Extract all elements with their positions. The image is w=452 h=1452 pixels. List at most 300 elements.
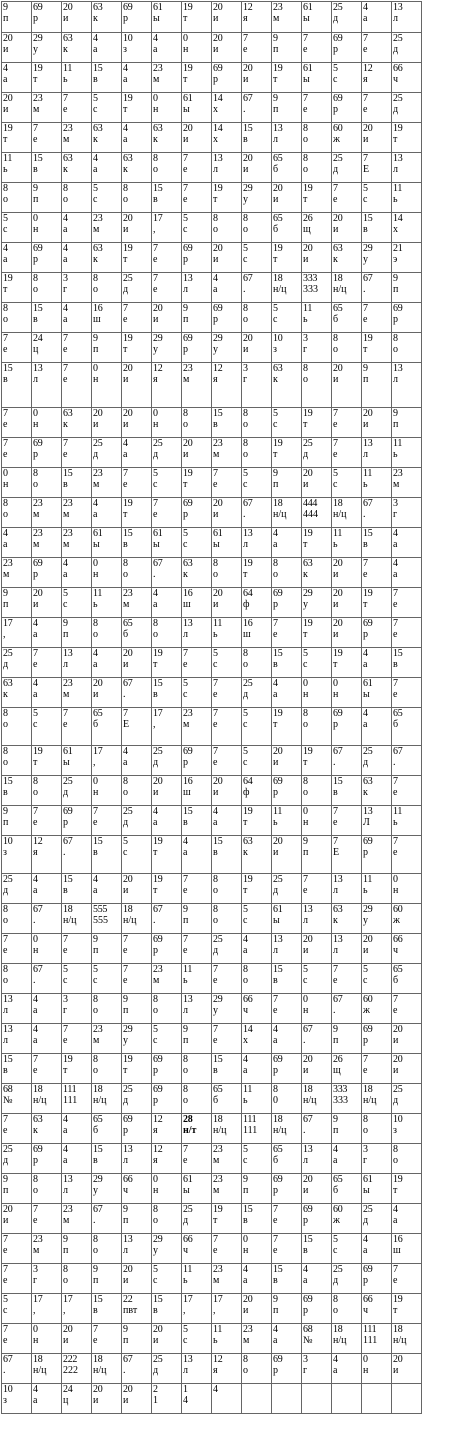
cell-letter: р — [183, 757, 188, 768]
cell-letter: е — [183, 885, 188, 896]
cell-number: 8 — [243, 438, 248, 449]
cell-letter: а — [123, 449, 128, 460]
table-cell — [332, 874, 362, 904]
cell-number: 69 — [213, 63, 223, 74]
cell-letter: у — [33, 44, 38, 55]
cell-number: 13 — [393, 153, 403, 164]
cell-number: 25 — [333, 153, 343, 164]
cell-number: 61 — [273, 904, 283, 915]
cell-number: 13 — [273, 123, 283, 134]
table-cell — [242, 363, 272, 408]
cell-letter: м — [3, 569, 10, 580]
cell-letter: о — [63, 194, 68, 205]
table-cell — [92, 273, 122, 303]
cell-number: 19 — [303, 618, 313, 629]
cell-number: 0 — [183, 33, 188, 44]
cell-letter: а — [393, 539, 398, 550]
cell-number: 11 — [363, 468, 373, 479]
cell-letter: г — [243, 374, 248, 385]
table-cell — [362, 363, 392, 408]
cell-letter: а — [363, 1245, 368, 1256]
table-cell — [392, 468, 422, 498]
cell-letter: 111 — [363, 1335, 378, 1346]
cell-number: 8 — [123, 776, 128, 787]
cell-number: 19 — [273, 243, 283, 254]
cell-letter: № — [3, 1095, 13, 1106]
table-cell — [62, 438, 92, 468]
cell-number: 5 — [243, 708, 248, 719]
table-cell — [92, 33, 122, 63]
cell-letter: в — [153, 194, 158, 205]
table-cell — [32, 2, 62, 33]
cell-number: 23 — [393, 468, 403, 479]
table-cell — [302, 93, 332, 123]
table-cell — [152, 708, 182, 746]
table-cell — [332, 1354, 362, 1384]
cell-number: 8 — [333, 1294, 338, 1305]
table-cell — [2, 183, 32, 213]
cell-number: 20 — [213, 243, 223, 254]
table-cell — [152, 994, 182, 1024]
cell-number: 5 — [363, 183, 368, 194]
table-cell — [332, 33, 362, 63]
table-cell — [2, 408, 32, 438]
table-cell — [392, 213, 422, 243]
cell-number: 3 — [33, 1264, 38, 1275]
cell-letter: и — [183, 449, 189, 460]
cell-letter: с — [333, 74, 338, 85]
cell-letter: р — [273, 1065, 278, 1076]
cell-letter: ь — [3, 164, 8, 175]
cell-number: 9 — [123, 1204, 128, 1215]
cell-letter: ь — [393, 194, 398, 205]
cell-number: 20 — [93, 408, 103, 419]
cell-number: 17 — [213, 1294, 223, 1305]
cell-number: 15 — [273, 648, 283, 659]
table-cell — [302, 934, 332, 964]
table-cell — [302, 438, 332, 468]
table-row — [2, 964, 422, 994]
table-cell — [272, 528, 302, 558]
table-cell — [182, 1264, 212, 1294]
cell-letter: а — [3, 254, 8, 265]
cell-letter: с — [243, 1155, 248, 1166]
table-cell — [212, 994, 242, 1024]
cell-letter: с — [153, 479, 158, 490]
cell-number: 20 — [3, 93, 13, 104]
cell-letter: и — [333, 599, 339, 610]
cell-number: 8 — [153, 994, 158, 1005]
cell-letter: , — [63, 1305, 66, 1316]
table-cell — [92, 836, 122, 874]
table-cell — [272, 123, 302, 153]
table-cell — [302, 1204, 332, 1234]
cell-letter: и — [393, 1365, 399, 1376]
cell-letter: о — [33, 284, 38, 295]
table-cell — [32, 964, 62, 994]
cell-letter: ь — [363, 885, 368, 896]
cell-letter: л — [213, 164, 218, 175]
table-cell — [32, 1144, 62, 1174]
table-cell — [62, 1144, 92, 1174]
cell-letter: о — [303, 374, 308, 385]
cell-number: 13 — [393, 363, 403, 374]
table-cell — [392, 333, 422, 363]
cell-letter: г — [393, 509, 398, 520]
table-cell — [212, 33, 242, 63]
cell-letter: е — [123, 945, 128, 956]
table-cell — [392, 1174, 422, 1204]
table-cell — [272, 408, 302, 438]
cell-number: 23 — [243, 1324, 253, 1335]
cell-letter: л — [33, 374, 38, 385]
table-cell — [32, 934, 62, 964]
table-cell — [392, 498, 422, 528]
cell-number: 11 — [333, 528, 343, 539]
table-cell — [182, 836, 212, 874]
table-cell — [362, 708, 392, 746]
cell-number: 4 — [243, 1054, 248, 1065]
table-cell — [212, 153, 242, 183]
cell-letter: м — [183, 374, 190, 385]
cell-number: 5 — [273, 303, 278, 314]
table-cell — [272, 836, 302, 874]
cell-letter: а — [363, 719, 368, 730]
cell-number: 13 — [243, 528, 253, 539]
cell-number: 9 — [33, 183, 38, 194]
cell-letter: о — [273, 569, 278, 580]
table-row — [2, 1354, 422, 1384]
table-cell — [122, 1294, 152, 1324]
table-cell — [302, 498, 332, 528]
table-cell — [332, 1294, 362, 1324]
cell-letter: р — [123, 13, 128, 24]
table-cell — [332, 588, 362, 618]
cell-letter: д — [3, 885, 9, 896]
table-cell — [362, 836, 392, 874]
cell-number: 7 — [123, 964, 128, 975]
cell-letter: в — [3, 787, 8, 798]
cell-number: 23 — [33, 498, 43, 509]
table-cell — [392, 123, 422, 153]
table-cell — [62, 1174, 92, 1204]
cell-letter: д — [333, 164, 339, 175]
cell-letter: н/ц — [273, 509, 287, 520]
cell-letter: п — [93, 945, 99, 956]
table-row — [2, 1234, 422, 1264]
table-cell — [332, 303, 362, 333]
cell-number: 25 — [273, 874, 283, 885]
cell-number: 20 — [243, 1294, 253, 1305]
cell-letter: 333 — [333, 1095, 348, 1106]
cell-number: 69 — [153, 1054, 163, 1065]
table-cell — [332, 1204, 362, 1234]
cell-letter: д — [153, 449, 159, 460]
cell-number: 9 — [3, 806, 8, 817]
table-cell — [212, 333, 242, 363]
cell-letter: 555 — [93, 915, 108, 926]
table-cell — [392, 648, 422, 678]
cell-number: 8 — [303, 708, 308, 719]
cell-letter: п — [123, 1005, 129, 1016]
cell-number: 11 — [393, 183, 403, 194]
cell-letter: я — [153, 1155, 158, 1166]
table-cell — [152, 498, 182, 528]
cell-number: 5 — [153, 468, 158, 479]
table-cell — [62, 2, 92, 33]
cell-letter: п — [183, 1035, 189, 1046]
cell-letter: ф — [243, 787, 250, 798]
cell-number: 8 — [363, 1114, 368, 1125]
cell-letter: а — [33, 1005, 38, 1016]
cell-letter: с — [93, 104, 98, 115]
cell-number: 68 — [3, 1084, 13, 1095]
cell-number: 8 — [273, 558, 278, 569]
cell-letter: ы — [183, 104, 190, 115]
cell-letter: е — [3, 1245, 8, 1256]
table-cell — [152, 874, 182, 904]
table-cell — [152, 2, 182, 33]
table-row — [2, 498, 422, 528]
table-row — [2, 934, 422, 964]
cell-letter: н/ц — [93, 1365, 107, 1376]
cell-letter: т — [183, 13, 188, 24]
cell-letter: и — [153, 1335, 159, 1346]
table-cell — [242, 33, 272, 63]
cell-number: 5 — [63, 964, 68, 975]
cell-letter: в — [213, 847, 218, 858]
cell-number: 19 — [123, 498, 133, 509]
cell-letter: п — [363, 374, 369, 385]
table-row — [2, 1114, 422, 1144]
cell-letter: , — [153, 719, 156, 730]
cell-letter: в — [153, 1305, 158, 1316]
table-cell — [302, 1054, 332, 1084]
cell-number: 69 — [153, 934, 163, 945]
table-cell — [332, 806, 362, 836]
cell-letter: е — [63, 344, 68, 355]
cell-letter: ш — [393, 1245, 401, 1256]
cell-number: 66 — [393, 63, 403, 74]
cell-number: 19 — [303, 408, 313, 419]
cell-number: 8 — [393, 1144, 398, 1155]
cell-number: 19 — [303, 746, 313, 757]
cell-letter: к — [63, 419, 68, 430]
cell-number: 7 — [333, 806, 338, 817]
cell-letter: е — [213, 719, 218, 730]
cell-number: 25 — [363, 746, 373, 757]
cell-letter: л — [183, 284, 188, 295]
table-cell — [92, 648, 122, 678]
cell-letter: л — [3, 1035, 8, 1046]
table-cell — [2, 934, 32, 964]
table-cell — [242, 1384, 272, 1414]
table-cell — [122, 934, 152, 964]
cell-letter: . — [243, 104, 246, 115]
cell-letter: л — [393, 164, 398, 175]
cell-number: 60 — [393, 904, 403, 915]
table-cell — [362, 1114, 392, 1144]
cell-number: 18 — [273, 1114, 283, 1125]
table-cell — [62, 33, 92, 63]
cell-number: 29 — [33, 33, 43, 44]
cell-letter: е — [393, 629, 398, 640]
cell-number: 8 — [33, 1174, 38, 1185]
table-cell — [2, 498, 32, 528]
cell-number: 9 — [93, 934, 98, 945]
cell-number: 7 — [213, 1024, 218, 1035]
table-cell — [272, 63, 302, 93]
cell-letter: м — [153, 74, 160, 85]
table-cell — [362, 213, 392, 243]
cell-number: 20 — [153, 776, 163, 787]
cell-number: 61 — [183, 93, 193, 104]
cell-number: 16 — [393, 1234, 403, 1245]
cell-letter: к — [123, 164, 128, 175]
table-cell — [152, 153, 182, 183]
table-cell — [332, 243, 362, 273]
cell-letter: п — [333, 1035, 339, 1046]
table-cell — [92, 874, 122, 904]
cell-letter: с — [153, 1275, 158, 1286]
table-cell — [242, 1234, 272, 1264]
cell-number: 29 — [153, 333, 163, 344]
cell-number: 9 — [273, 1294, 278, 1305]
cell-letter: м — [63, 134, 70, 145]
cell-letter: п — [183, 915, 189, 926]
cell-letter: ь — [243, 1095, 248, 1106]
cell-number: 4 — [393, 558, 398, 569]
cell-number: 19 — [393, 1174, 403, 1185]
cell-number: 61 — [303, 2, 313, 13]
table-cell — [362, 1054, 392, 1084]
cell-number: 5 — [183, 678, 188, 689]
table-cell — [242, 243, 272, 273]
cell-number: 15 — [243, 1204, 253, 1215]
cell-letter: о — [393, 1155, 398, 1166]
cell-letter: и — [123, 659, 129, 670]
cell-letter: е — [213, 1035, 218, 1046]
table-cell — [92, 1114, 122, 1144]
cell-letter: н — [33, 419, 39, 430]
cell-letter: р — [393, 314, 398, 325]
table-cell — [302, 363, 332, 408]
table-cell — [152, 468, 182, 498]
table-cell — [122, 468, 152, 498]
cell-number: 65 — [393, 708, 403, 719]
table-cell — [392, 438, 422, 468]
cell-letter: г — [63, 1005, 68, 1016]
table-cell — [242, 1354, 272, 1384]
cell-number: 7 — [123, 303, 128, 314]
cell-letter: и — [123, 419, 129, 430]
table-cell — [92, 776, 122, 806]
table-cell — [182, 994, 212, 1024]
cell-letter: е — [153, 284, 158, 295]
table-cell — [362, 123, 392, 153]
table-cell — [332, 558, 362, 588]
cell-letter: е — [153, 509, 158, 520]
cell-letter: и — [63, 1335, 69, 1346]
table-cell — [362, 1234, 392, 1264]
cell-letter: и — [3, 44, 9, 55]
cell-number: 9 — [393, 408, 398, 419]
cell-letter: р — [33, 449, 38, 460]
table-cell — [212, 303, 242, 333]
table-cell — [122, 123, 152, 153]
cell-number: 4 — [273, 1324, 278, 1335]
cell-number: 66 — [183, 1234, 193, 1245]
cell-number: 7 — [363, 153, 368, 164]
table-cell — [242, 183, 272, 213]
cell-letter: е — [213, 1245, 218, 1256]
cell-number: 67 — [243, 498, 253, 509]
table-cell — [32, 63, 62, 93]
cell-number: 23 — [213, 1174, 223, 1185]
table-cell — [362, 273, 392, 303]
cell-number: 13 — [273, 934, 283, 945]
cell-number: 4 — [273, 678, 278, 689]
table-cell — [122, 964, 152, 994]
cell-number: 13 — [333, 934, 343, 945]
cell-letter: а — [183, 847, 188, 858]
cell-letter: и — [273, 847, 279, 858]
cell-number: 67 — [33, 964, 43, 975]
table-cell — [242, 1204, 272, 1234]
cell-letter: в — [63, 885, 68, 896]
table-cell — [242, 1174, 272, 1204]
cell-number: 23 — [213, 1144, 223, 1155]
table-cell — [362, 1384, 392, 1414]
table-cell — [62, 994, 92, 1024]
cell-letter: б — [93, 719, 99, 730]
cell-number: 4 — [63, 303, 68, 314]
cell-number: 13 — [63, 1174, 73, 1185]
cell-number: 5 — [93, 93, 98, 104]
cell-number: 9 — [333, 1024, 338, 1035]
table-cell — [302, 1294, 332, 1324]
cell-number: 7 — [393, 618, 398, 629]
cell-number: 18 — [93, 1084, 103, 1095]
table-cell — [392, 1084, 422, 1114]
table-cell — [2, 874, 32, 904]
cell-number: 19 — [393, 123, 403, 134]
table-cell — [2, 1324, 32, 1354]
table-cell — [32, 708, 62, 746]
cell-number: 17 — [153, 708, 163, 719]
cell-number: 20 — [243, 333, 253, 344]
cell-number: 5 — [63, 588, 68, 599]
cell-number: 7 — [3, 1234, 8, 1245]
table-cell — [122, 498, 152, 528]
cell-letter: и — [213, 254, 219, 265]
table-cell — [152, 273, 182, 303]
cell-number: 11 — [243, 1084, 253, 1095]
table-cell — [362, 408, 392, 438]
cell-number: 10 — [123, 33, 133, 44]
cell-letter: е — [33, 817, 38, 828]
cell-number: 8 — [123, 183, 128, 194]
table-cell — [242, 123, 272, 153]
table-cell — [212, 93, 242, 123]
cell-number: 19 — [153, 874, 163, 885]
cell-number: 7 — [363, 93, 368, 104]
table-cell — [272, 776, 302, 806]
cell-number: 18 — [273, 273, 283, 284]
cell-number: 23 — [33, 528, 43, 539]
cell-number: 19 — [213, 183, 223, 194]
table-cell — [2, 558, 32, 588]
